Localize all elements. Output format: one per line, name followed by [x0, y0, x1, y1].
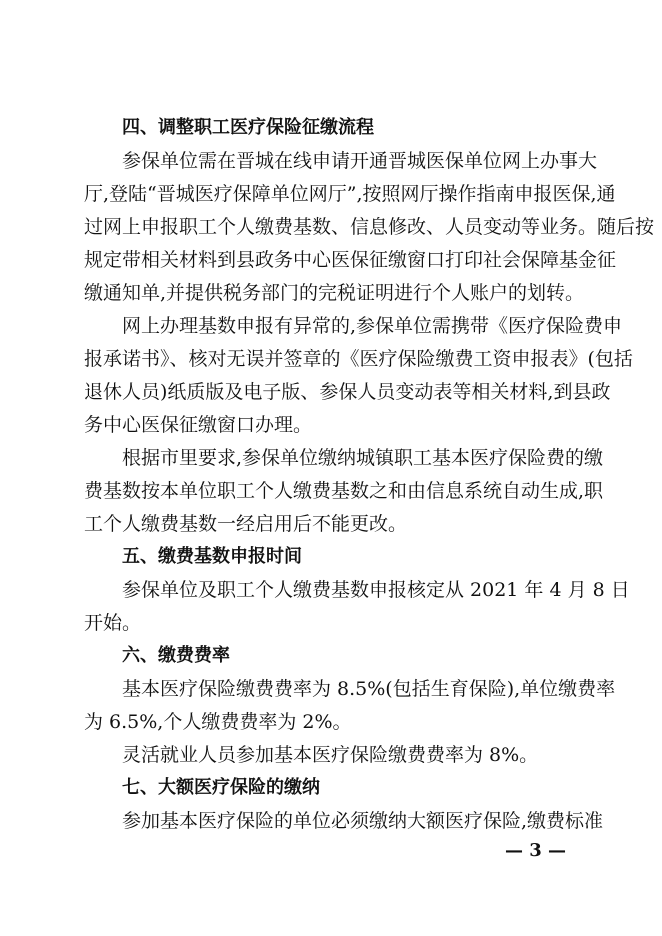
paragraph-line: 网上办理基数申报有异常的,参保单位需携带《医疗保险费申 — [122, 315, 623, 337]
paragraph-line: 参保单位需在晋城在线申请开通晋城医保单位网上办事大 — [122, 150, 598, 172]
paragraph-line: 厅,登陆“晋城医疗保障单位网厅”,按照网厅操作指南申报医保,通 — [84, 183, 616, 205]
page-number: — 3 — — [504, 840, 566, 861]
paragraph-line: 报承诺书》、核对无误并签章的《医疗保险缴费工资申报表》(包括 — [84, 348, 633, 370]
paragraph-line: 规定带相关材料到县政务中心医保征缴窗口打印社会保障基金征 — [84, 249, 617, 271]
paragraph-line: 过网上申报职工个人缴费基数、信息修改、人员变动等业务。随后按 — [84, 216, 655, 238]
paragraph-line: 根据市里要求,参保单位缴纳城镇职工基本医疗保险费的缴 — [122, 447, 604, 469]
paragraph-line: 灵活就业人员参加基本医疗保险缴费费率为 8%。 — [122, 744, 539, 766]
paragraph-line: 缴通知单,并提供税务部门的完税证明进行个人账户的划转。 — [84, 282, 585, 304]
section-heading: 四、调整职工医疗保险征缴流程 — [122, 117, 374, 138]
paragraph-line: 费基数按本单位职工个人缴费基数之和由信息系统自动生成,职 — [84, 480, 604, 502]
paragraph-line: 为 6.5%,个人缴费费率为 2%。 — [84, 711, 352, 733]
paragraph-line: 基本医疗保险缴费费率为 8.5%(包括生育保险),单位缴费率 — [122, 678, 616, 700]
section-heading: 六、缴费费率 — [122, 645, 230, 666]
paragraph-line: 退休人员)纸质版及电子版、参保人员变动表等相关材料,到县政 — [84, 381, 611, 403]
section-heading: 七、大额医疗保险的缴纳 — [122, 777, 320, 798]
paragraph-line: 参加基本医疗保险的单位必须缴纳大额医疗保险,缴费标准 — [122, 810, 604, 832]
paragraph-line: 开始。 — [84, 612, 142, 634]
paragraph-line: 务中心医保征缴窗口办理。 — [84, 414, 313, 436]
paragraph-line: 参保单位及职工个人缴费基数申报核定从 2021 年 4 月 8 日 — [122, 579, 630, 601]
paragraph-line: 工个人缴费基数一经启用后不能更改。 — [84, 513, 408, 535]
section-heading: 五、缴费基数申报时间 — [122, 546, 302, 567]
